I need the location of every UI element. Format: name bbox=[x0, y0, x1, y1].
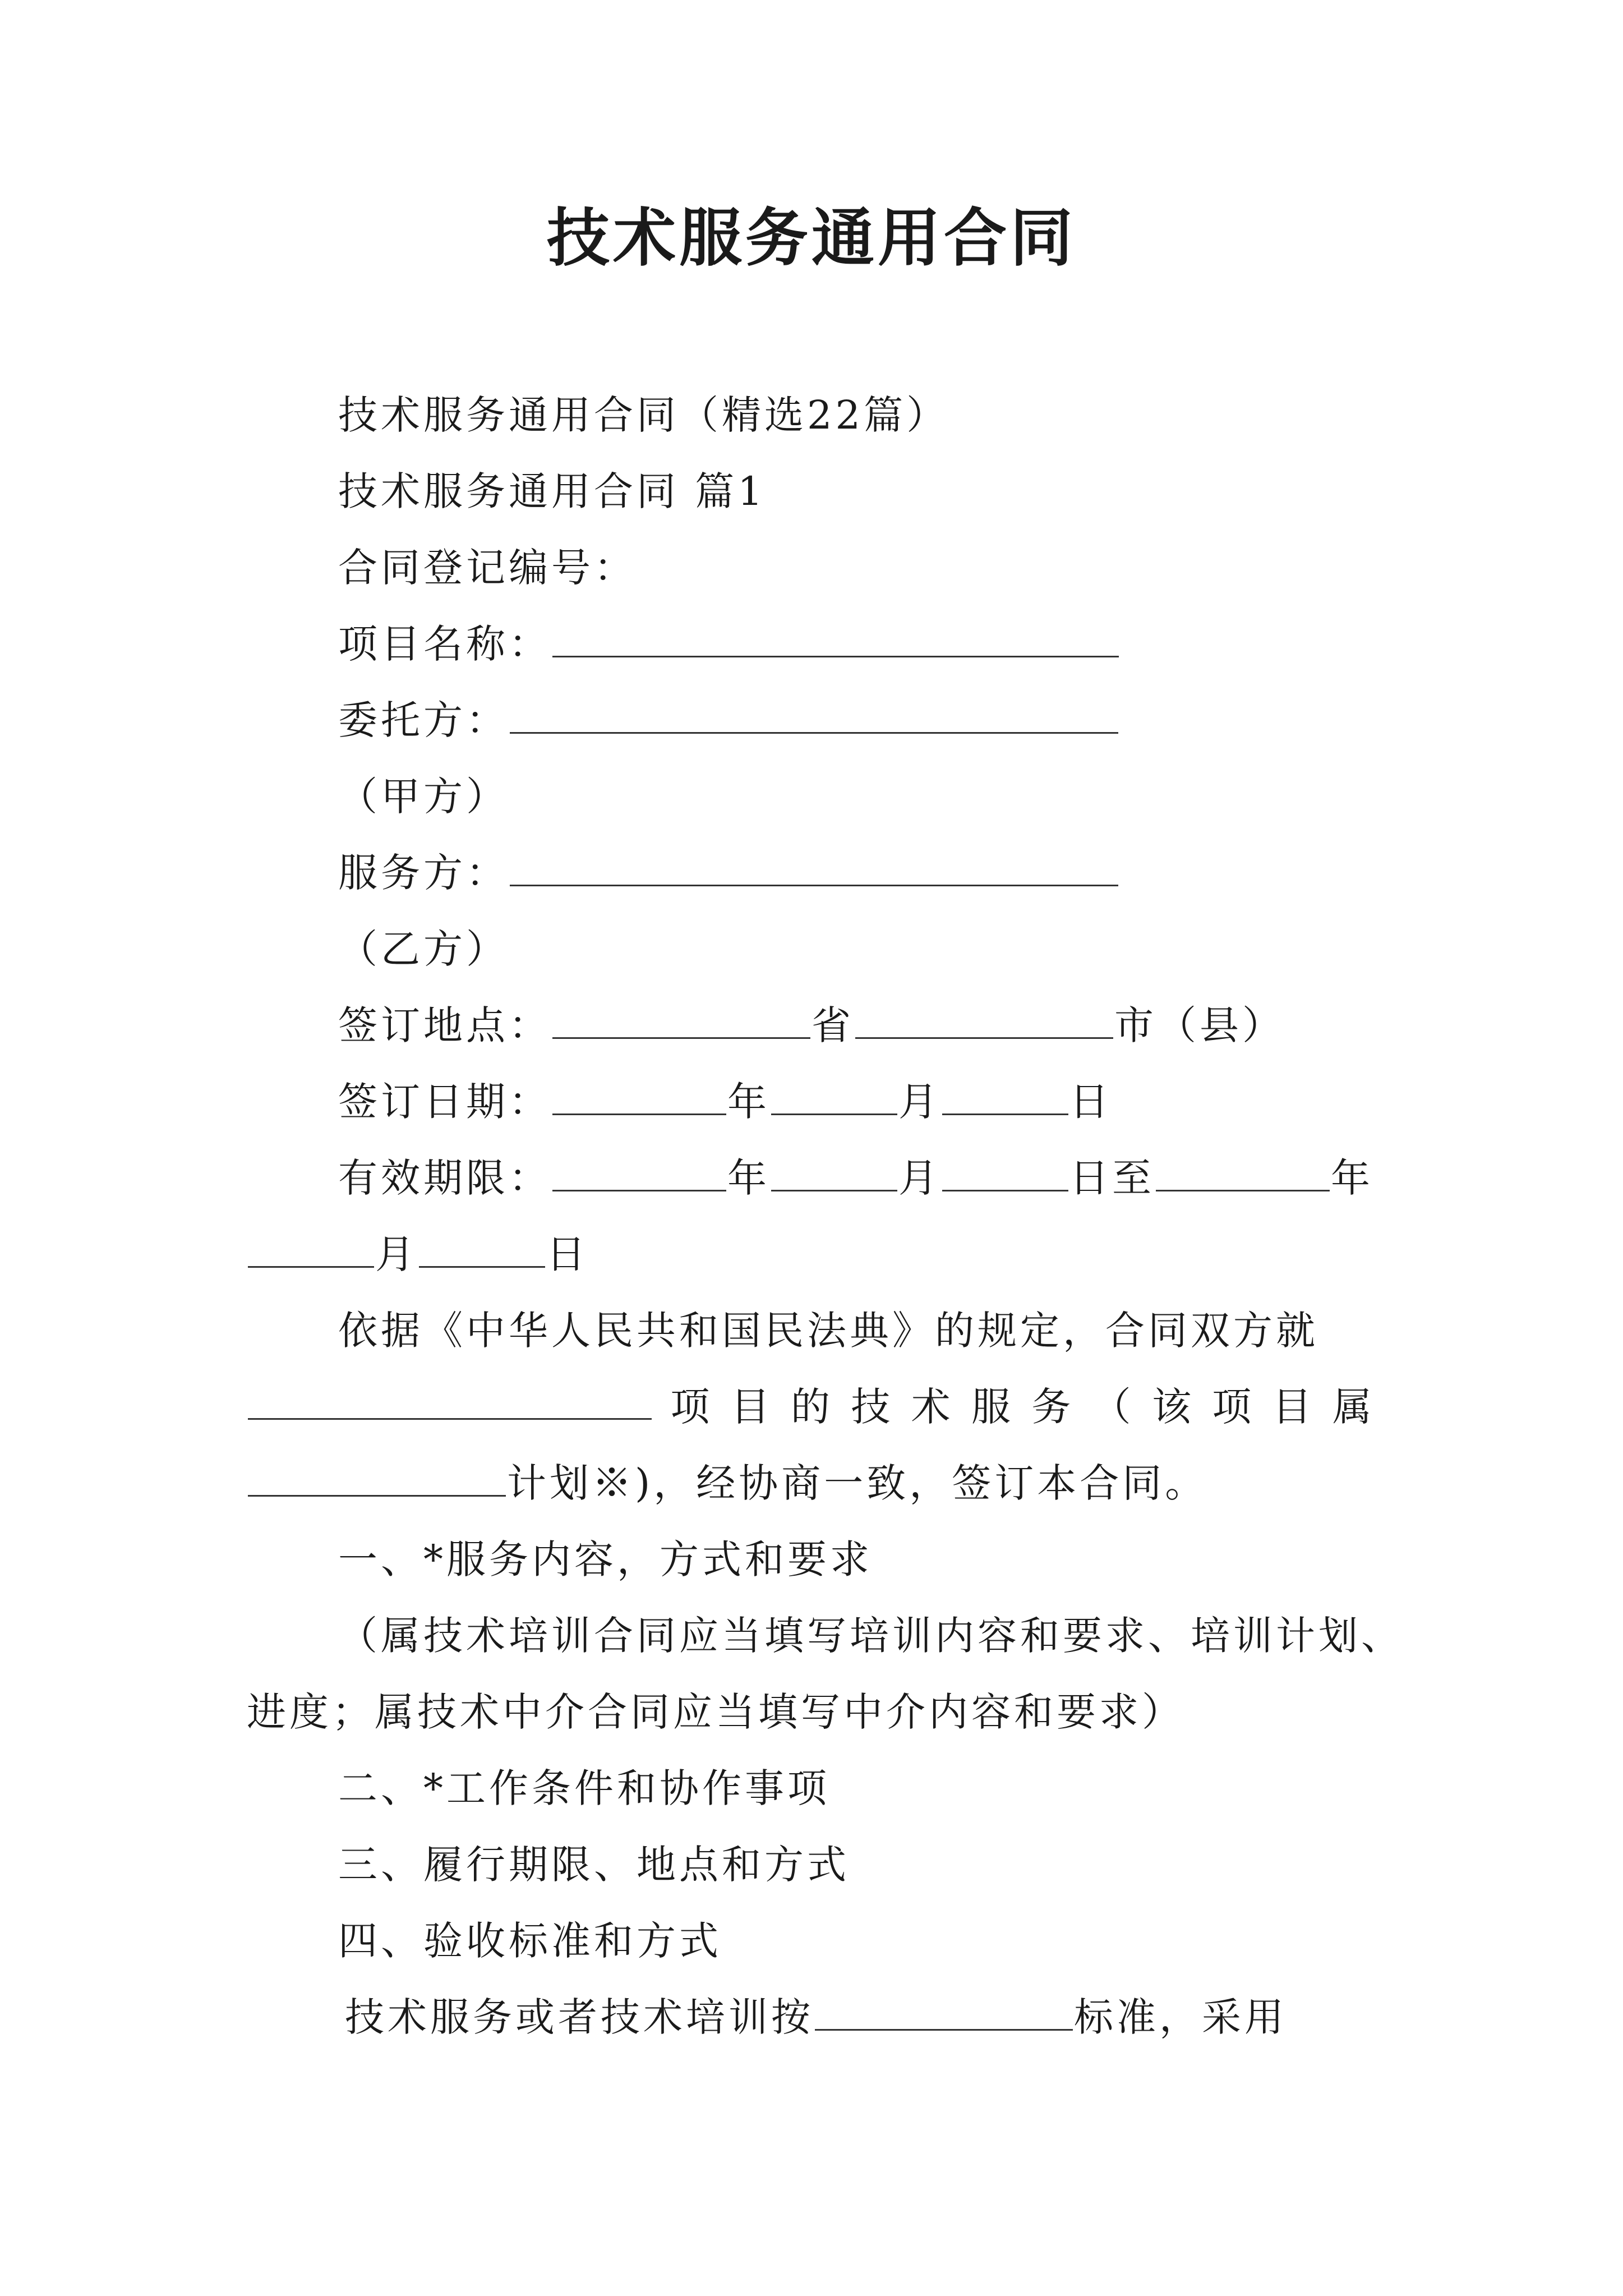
basis-line-3-text: 计划※)，经协商一致，签订本合同。 bbox=[507, 1460, 1208, 1506]
sign-place-row bbox=[338, 997, 1285, 1053]
city-text: 市（县） bbox=[1114, 1002, 1285, 1048]
validity-label: 有效期限： bbox=[338, 1155, 551, 1201]
project-blank[interactable] bbox=[248, 1379, 652, 1420]
sign-date-row bbox=[338, 1074, 1112, 1130]
month-text: 月 bbox=[375, 1231, 418, 1277]
sign-month-blank[interactable] bbox=[771, 1074, 897, 1115]
sign-place-label: 签订地点： bbox=[338, 1002, 551, 1048]
day-text: 日 bbox=[1069, 1079, 1112, 1125]
year-text: 年 bbox=[727, 1155, 770, 1201]
city-blank[interactable] bbox=[855, 998, 1113, 1039]
section-1-note-line-1: （属技术培训合同应当填写培训内容和要求、培训计划、 bbox=[338, 1613, 1404, 1659]
basis-char: 项 bbox=[670, 1384, 713, 1430]
basis-paragraph-line-3 bbox=[247, 1455, 1207, 1511]
validity-end-month-blank[interactable] bbox=[248, 1227, 374, 1268]
sign-year-blank[interactable] bbox=[552, 1074, 726, 1115]
basis-char: 该 bbox=[1151, 1384, 1195, 1430]
validity-day-blank[interactable] bbox=[942, 1151, 1068, 1191]
province-blank[interactable] bbox=[552, 998, 810, 1039]
validity-row-continued bbox=[247, 1226, 589, 1282]
validity-end-day-blank[interactable] bbox=[419, 1227, 545, 1268]
basis-char: 的 bbox=[790, 1384, 833, 1430]
validity-row bbox=[338, 1150, 1373, 1206]
client-row bbox=[338, 692, 1119, 748]
basis-paragraph-line-2 bbox=[247, 1379, 1375, 1435]
project-name-label: 项目名称： bbox=[338, 621, 551, 667]
validity-year-blank[interactable] bbox=[552, 1151, 726, 1191]
project-name-row bbox=[338, 616, 1120, 672]
basis-char: 务 bbox=[1031, 1384, 1075, 1430]
party-a-label: （甲方） bbox=[338, 774, 509, 820]
party-b-label: （乙方） bbox=[338, 926, 509, 972]
section-3-heading: 三、履行期限、地点和方式 bbox=[338, 1842, 850, 1888]
section-1-note-line-2: 进度；属技术中介合同应当填写中介内容和要求） bbox=[247, 1689, 1184, 1735]
collection-heading: 技术服务通用合同（精选22篇） bbox=[338, 392, 949, 438]
month-text: 月 bbox=[898, 1155, 941, 1201]
basis-paragraph-line-1: 依据《中华人民共和国民法典》的规定，合同双方就 bbox=[338, 1308, 1318, 1354]
month-text: 月 bbox=[898, 1079, 941, 1125]
basis-char: 服 bbox=[971, 1384, 1014, 1430]
section-4-text bbox=[345, 1989, 1287, 2045]
section-4-heading: 四、验收标准和方式 bbox=[338, 1918, 722, 1964]
basis-char: 目 bbox=[1272, 1384, 1315, 1430]
validity-end-year-blank[interactable] bbox=[1156, 1151, 1330, 1191]
year-text: 年 bbox=[727, 1079, 770, 1125]
section-2-heading: 二、*工作条件和协作事项 bbox=[338, 1765, 830, 1811]
basis-char: 技 bbox=[851, 1384, 894, 1430]
client-label: 委托方： bbox=[338, 697, 509, 743]
provider-row bbox=[338, 845, 1119, 901]
article-heading: 技术服务通用合同 篇1 bbox=[338, 468, 766, 514]
standard-blank[interactable] bbox=[815, 1990, 1073, 2031]
basis-char: 术 bbox=[911, 1384, 954, 1430]
day-to-text: 日至 bbox=[1069, 1155, 1155, 1201]
provider-label: 服务方： bbox=[338, 850, 509, 896]
provider-blank[interactable] bbox=[510, 845, 1118, 886]
sign-date-label: 签订日期： bbox=[338, 1079, 551, 1125]
year-text: 年 bbox=[1331, 1155, 1373, 1201]
basis-char: 属 bbox=[1332, 1384, 1375, 1430]
basis-char: （ bbox=[1091, 1384, 1135, 1430]
section-4-text-a: 技术服务或者技术培训按 bbox=[345, 1994, 814, 2040]
section-1-heading: 一、*服务内容，方式和要求 bbox=[338, 1536, 873, 1582]
validity-month-blank[interactable] bbox=[771, 1151, 897, 1191]
plan-blank[interactable] bbox=[248, 1456, 506, 1497]
basis-char: 目 bbox=[730, 1384, 773, 1430]
basis-char: 项 bbox=[1212, 1384, 1255, 1430]
registration-number-label: 合同登记编号： bbox=[338, 545, 637, 591]
document-title: 技术服务通用合同 bbox=[547, 201, 1076, 275]
section-4-text-b: 标准，采用 bbox=[1074, 1994, 1287, 2040]
sign-day-blank[interactable] bbox=[942, 1074, 1068, 1115]
province-text: 省 bbox=[811, 1002, 854, 1048]
project-name-blank[interactable] bbox=[552, 616, 1119, 657]
client-blank[interactable] bbox=[510, 693, 1118, 734]
day-text: 日 bbox=[546, 1231, 589, 1277]
